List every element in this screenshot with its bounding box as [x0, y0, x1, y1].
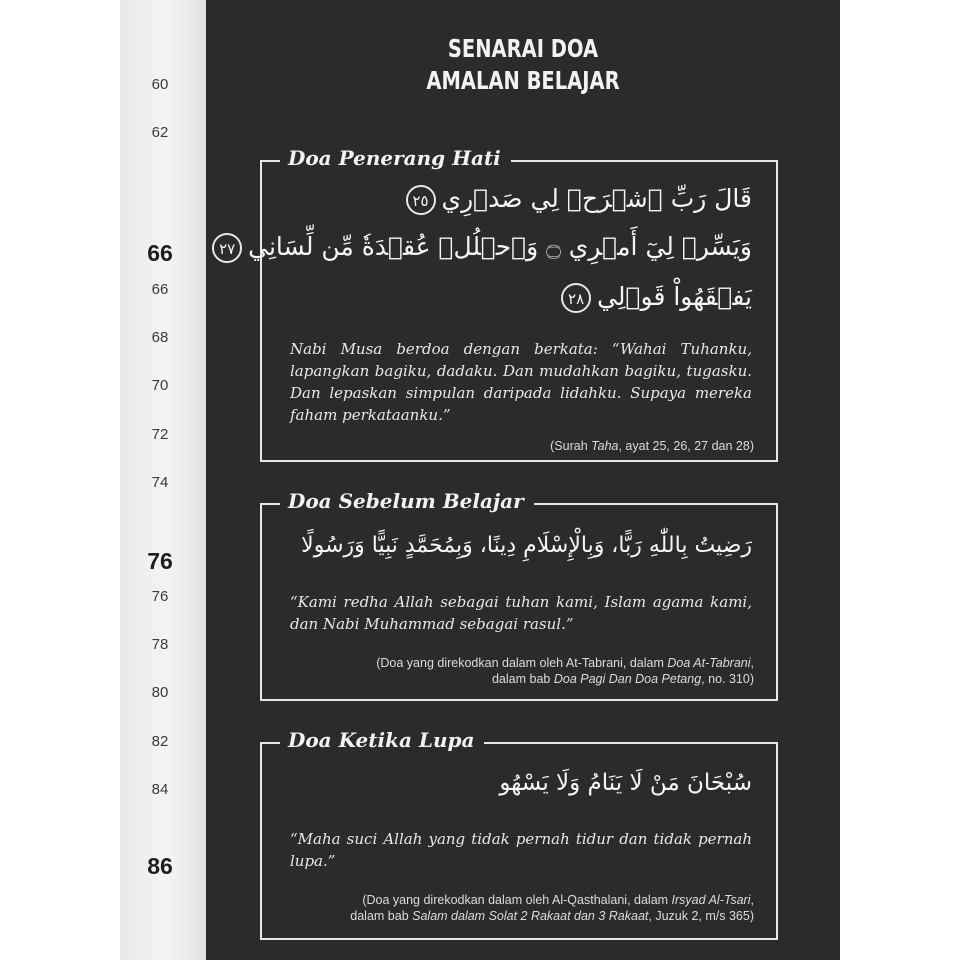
arabic-verse-line-3	[555, 282, 752, 313]
section-heading: Doa Penerang Hati	[280, 146, 511, 170]
doa-box-sebelum-belajar	[260, 489, 778, 701]
citation-text: , Juzuk 2, m/s 365)	[648, 909, 754, 923]
ayah-number-badge: ٢٧	[212, 233, 242, 263]
citation-line-1	[350, 892, 754, 908]
citation-text: (Doa yang direkodkan dalam oleh At-Tabrani, dalam	[376, 656, 668, 670]
citation-line-2	[376, 671, 754, 687]
ayah-number-badge: ٢٥	[406, 185, 436, 215]
page-number: 74	[151, 474, 169, 491]
source-citation	[376, 655, 754, 687]
page-number-bold: 76	[147, 548, 173, 574]
arabic-text: قَالَ رَبِّ ٱشۡرَحۡ لِي صَدۡرِي	[441, 184, 752, 213]
arabic-verse-line-2	[206, 232, 752, 263]
page-number: 62	[151, 124, 169, 141]
citation-italic: Taha	[591, 439, 619, 453]
citation-italic: Doa At-Tabrani	[667, 656, 751, 670]
page-title-line-1: SENARAI DOA	[447, 34, 599, 63]
outer-margin	[840, 0, 960, 960]
page-number: 80	[151, 684, 169, 701]
page-number: 84	[151, 781, 169, 798]
citation-line-2	[350, 908, 754, 924]
citation-text: , no. 310)	[701, 672, 754, 686]
page-number-bold: 66	[147, 240, 173, 266]
arabic-verse-line-1	[400, 184, 752, 215]
page-number: 78	[151, 636, 169, 653]
translation-text: “Kami redha Allah sebagai tuhan kami, Islam agama kami, dan Nabi Muhammad sebagai rasul.”	[290, 593, 752, 633]
left-page-index	[120, 0, 206, 960]
arabic-prayer: سُبْحَانَ مَنْ لَا يَنَامُ وَلَا يَسْهُو	[499, 770, 752, 796]
page-number: 60	[151, 76, 169, 93]
page-number: 68	[151, 329, 169, 346]
citation-text: , ayat 25, 26, 27 dan 28)	[618, 439, 754, 453]
page-number: 76	[151, 588, 169, 605]
page-number: 72	[151, 426, 169, 443]
citation-text: ,	[750, 656, 754, 670]
section-heading: Doa Ketika Lupa	[280, 728, 484, 752]
citation-italic: Doa Pagi Dan Doa Petang	[553, 672, 702, 686]
section-heading: Doa Sebelum Belajar	[280, 489, 534, 513]
ayah-number-badge: ٢٨	[561, 283, 591, 313]
source-citation	[350, 892, 754, 924]
citation-text: dalam bab	[350, 909, 413, 923]
arabic-text: يَفۡقَهُواْ قَوۡلِي	[597, 282, 752, 311]
citation-line-1	[376, 655, 754, 671]
page-number: 70	[151, 377, 169, 394]
page-title-line-2: AMALAN BELAJAR	[426, 66, 620, 95]
translation-text: “Maha suci Allah yang tidak pernah tidur dan tidak pernah lupa.”	[290, 830, 752, 870]
arabic-text: وَيَسِّرۡ لِيٓ أَمۡرِي ۝ وَٱحۡلُلۡ عُقۡدَةٗ مِّن لِّسَانِي	[248, 232, 752, 261]
translation-text: Nabi Musa berdoa dengan berkata: “Wahai Tuhanku, lapangkan bagiku, dadaku. Dan mudahkan bagiku, tugasku. Dan lepaskan simpulan daripada lidahku. Supaya mereka faham perkataanku.”	[290, 340, 752, 424]
citation-text: (Surah	[550, 439, 592, 453]
citation-text: ,	[750, 893, 754, 907]
arabic-prayer: رَضِيتُ بِاللّٰهِ رَبًّا، وَبِالْإِسْلَامِ دِينًا، وَبِمُحَمَّدٍ نَبِيًّا وَرَسُولًا	[301, 533, 752, 558]
source-citation	[550, 438, 754, 454]
page-number: 82	[151, 733, 169, 750]
page-number-bold: 86	[147, 853, 173, 879]
citation-italic: Salam dalam Solat 2 Rakaat dan 3 Rakaat	[412, 909, 649, 923]
doa-box-ketika-lupa	[260, 728, 778, 940]
book-page	[206, 0, 840, 960]
page-number: 66	[151, 281, 169, 298]
citation-italic: Irsyad Al-Tsari	[671, 893, 751, 907]
citation-text: dalam bab	[491, 672, 554, 686]
doa-box-penerang-hati	[219, 146, 778, 462]
citation-text: (Doa yang direkodkan dalam oleh Al-Qasthalani, dalam	[362, 893, 672, 907]
